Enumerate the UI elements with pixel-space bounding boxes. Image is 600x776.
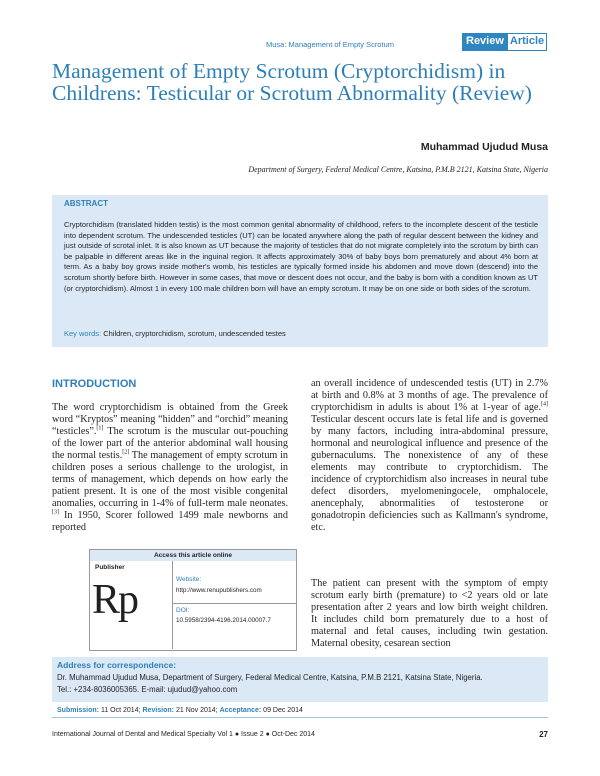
article-dates: [57, 707, 303, 714]
correspondence-contact: Tel.: +234-8036005365. E-mail: ujudud@yahoo.com: [57, 685, 238, 694]
author-name: Muhammad Ujudud Musa: [420, 141, 548, 153]
intro-text-1: The word cryptorchidism is obtained from the Greek word “Kryptos” meaning “hidden” and “orchid” meaning “testicles”.: [52, 402, 288, 437]
acceptance-label: Acceptance:: [219, 707, 262, 714]
intro-text-4: In 1950, Scorer followed 1499 male newborns and reported: [52, 510, 288, 533]
publisher-label: Publisher: [95, 564, 125, 571]
citation-2: [2]: [122, 449, 130, 456]
badge-article: Article: [507, 33, 547, 51]
intro-text-5: an overall incidence of undescended testis (UT) in 2.7% at birth and 0.8% at 3 months of age. The prevalence of cryptorchidism in adults is about 1% at 1-year of age.: [311, 378, 548, 413]
submission-date: 11 Oct 2014;: [100, 707, 141, 714]
submission-label: Submission:: [57, 707, 100, 714]
website-link[interactable]: http://www.renupublishers.com: [176, 587, 262, 594]
introduction-heading: INTRODUCTION: [52, 378, 137, 390]
intro-right-column: [311, 378, 548, 534]
access-box-divider: [172, 561, 173, 649]
citation-1: [1]: [96, 425, 104, 432]
footer-rule: [52, 717, 548, 718]
citation-4: [4]: [541, 401, 548, 408]
acceptance-date: 09 Dec 2014: [263, 707, 303, 714]
correspondence-address: Dr. Muhammad Ujudud Musa, Department of Surgery, Federal Medical Centre, Katsina, P.M.B 2121, Katsina State, Nigeria.: [57, 673, 483, 682]
article-type-badge: [462, 33, 547, 51]
website-label: Website:: [176, 576, 202, 583]
journal-footer: International Journal of Dental and Medical Specialty Vol 1 ● Issue 2 ● Oct-Dec 2014: [52, 731, 315, 738]
intro-text-2: The scrotum is the muscular out-pouching of the lower part of the anterior abdominal wall housing the normal testis.: [52, 426, 288, 461]
revision-label: Revision:: [142, 707, 175, 714]
revision-date: 21 Nov 2014;: [175, 707, 218, 714]
intro-paragraph-2: The patient can present with the symptom of empty scrotum early birth (premature) to <2 years old or late presentation after 2 years and low birth weight children. It includes child born prematurely due to a host of maternal and fetal causes, including twin gestation. Maternal obesity, cesarean section: [311, 578, 548, 649]
article-title: Management of Empty Scrotum (Cryptorchidism) in Childrens: Testicular or Scrotum Abnormality (Review): [52, 59, 532, 105]
author-affiliation: Department of Surgery, Federal Medical Centre, Katsina, P.M.B 2121, Katsina State, Nigeria: [248, 165, 548, 174]
abstract-heading: ABSTRACT: [64, 199, 108, 208]
abstract-text: Cryptorchidism (translated hidden testis) is the most common genital abnormality of childhood, refers to the incomplete descent of the testicle into dependent scrotum. The undescended testicles (UT) can be located anywhere along the path of regular descent between the kidney and just outside of scrotal inlet. It is also known as UT because the majority of testicles that do not migrate completely into the scrotum by birth can be palpable in different areas like in the inguinal region. It affects approximately 30% of baby boys born prematurely and about 4% born at term. As a baby boy grows inside mother's womb, his testicles are typically formed inside his abdomen and move down (descend) into the scrotum shortly before birth. However in some cases, that move or descent does not occur, and the baby is born with a condition known as UT (or cryptorchidism). Almost 1 in every 100 male children born will have an empty scrotum. It may be on one side or both sides of the scrotum.: [64, 220, 538, 293]
keywords: [64, 329, 538, 338]
intro-text-6: Testicular descent occurs late is fetal life and is governed by many factors, including intra-abdominal pressure, hormonal and neurological influence and presence of the gubernaculums. The nonexistence of any of these elements may contribute to cryptorchidism. The incidence of cryptorchidism also increases in neural tube defect disorders, myelomeningocele, omphalocele, anencephaly, abnormalities of testosterone or gonadotropin deficiencies such as Kallmann's syndrome, etc.: [311, 414, 548, 533]
running-head: Musa: Management of Empty Scrotum: [266, 40, 394, 49]
access-online-header: Access this article online: [90, 550, 296, 561]
publisher-logo: Rp: [92, 577, 138, 623]
page-number: 27: [539, 730, 548, 739]
keywords-list: Children, cryptorchidism, scrotum, undescended testes: [103, 329, 286, 338]
doi-link[interactable]: 10.5958/2394-4196.2014.00007.7: [176, 617, 271, 624]
badge-review: Review: [462, 33, 507, 51]
intro-left-column: [52, 402, 288, 534]
keywords-label: Key words:: [64, 329, 102, 338]
intro-text-3: The management of empty scrotum in children poses a serious challenge to the urologist, in terms of management, which depends on how early the patient present. It is one of the most visible congenital anomalies, occurring in 1-4% of full-term male neonates.: [52, 450, 288, 509]
citation-3: [3]: [52, 509, 59, 516]
correspondence-heading: Address for correspondence:: [57, 660, 177, 670]
access-box-divider-horizontal: [172, 603, 296, 604]
doi-label: DOI:: [176, 607, 190, 614]
